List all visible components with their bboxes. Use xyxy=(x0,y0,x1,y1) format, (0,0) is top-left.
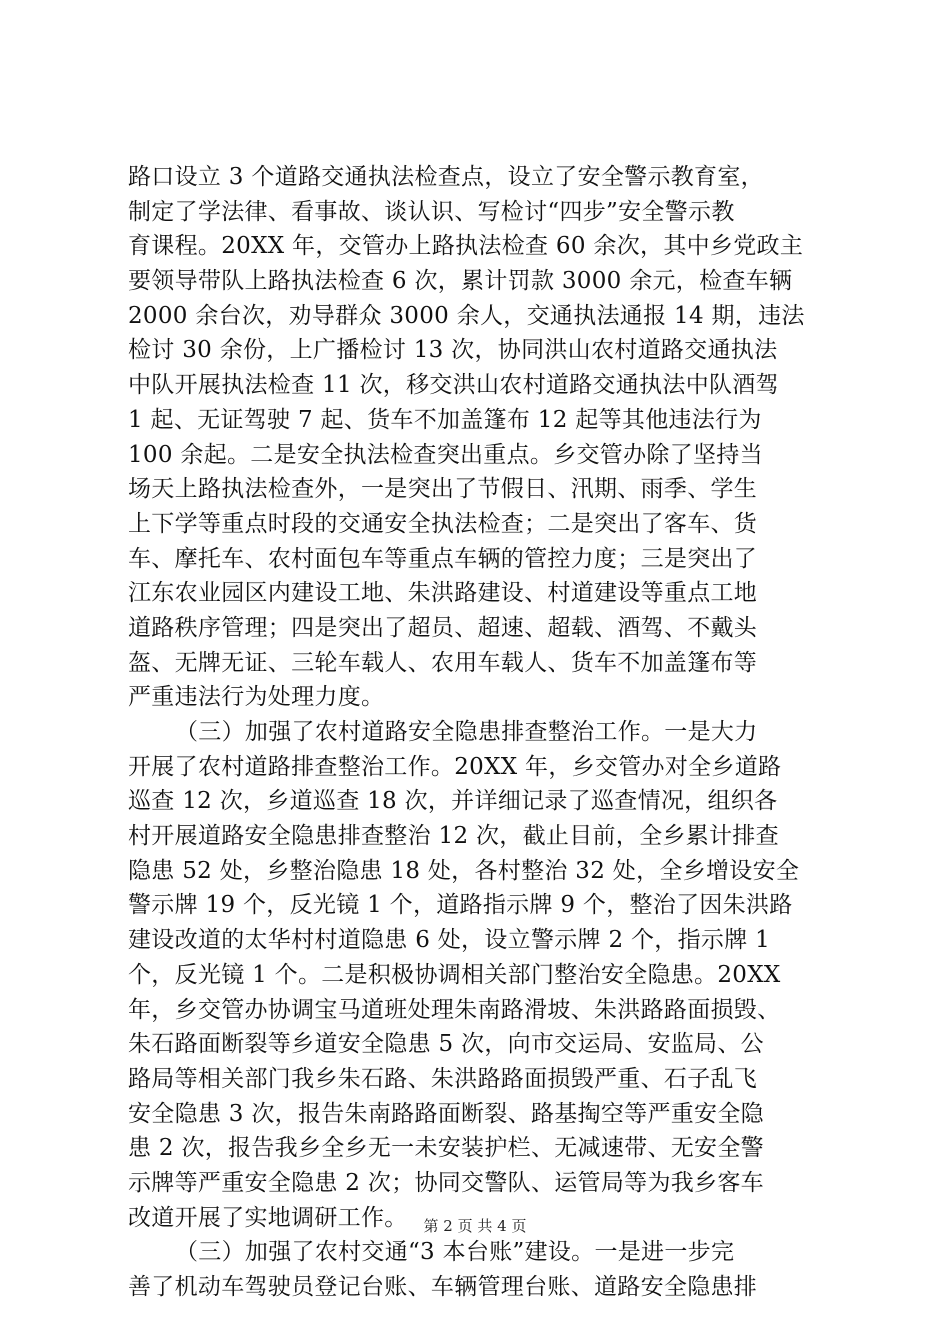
text-line: 巡查 12 次，乡道巡查 18 次，并详细记录了巡查情况，组织各 xyxy=(128,788,778,815)
text-line: 100 余起。二是安全执法检查突出重点。乡交管办除了坚持当 xyxy=(128,441,763,468)
text-line: 患 2 次，报告我乡全乡无一未安装护栏、无减速带、无安全警 xyxy=(128,1135,764,1162)
text-line: 盔、无牌无证、三轮车载人、农用车载人、货车不加盖篷布等 xyxy=(128,649,758,676)
text-line: 安全隐患 3 次，报告朱南路路面断裂、路基掏空等严重安全隐 xyxy=(128,1100,764,1127)
body-text xyxy=(128,160,848,1305)
text-line: 中队开展执法检查 11 次，移交洪山农村道路交通执法中队酒驾 xyxy=(128,372,779,399)
text-line: 改道开展了实地调研工作。 xyxy=(128,1204,408,1231)
text-line: 1 起、无证驾驶 7 起、货车不加盖篷布 12 起等其他违法行为 xyxy=(128,406,762,433)
section-heading-line: （三）加强了农村道路安全隐患排查整治工作。一是大力 xyxy=(175,719,758,745)
text-line: 检讨 30 余份，上广播检讨 13 次，协同洪山农村道路交通执法 xyxy=(128,337,778,364)
text-line: 制定了学法律、看事故、谈认识、写检讨“四步”安全警示教 xyxy=(128,198,735,225)
text-line: 育课程。20XX 年，交管办上路执法检查 60 余次，其中乡党政主 xyxy=(128,233,804,260)
text-line: 江东农业园区内建设工地、朱洪路建设、村道建设等重点工地 xyxy=(128,580,758,607)
text-line: 隐患 52 处，乡整治隐患 18 处，各村整治 32 处，全乡增设安全 xyxy=(128,857,800,884)
text-line: 示牌等严重安全隐患 2 次；协同交警队、运管局等为我乡客车 xyxy=(128,1169,764,1196)
text-line: 个，反光镜 1 个。二是积极协调相关部门整治安全隐患。20XX xyxy=(128,961,781,988)
text-line: 警示牌 19 个，反光镜 1 个，道路指示牌 9 个，整治了因朱洪路 xyxy=(128,892,793,919)
text-line: 道路秩序管理；四是突出了超员、超速、超载、酒驾、不戴头 xyxy=(128,614,758,641)
text-line: 要领导带队上路执法检查 6 次，累计罚款 3000 余元，检查车辆 xyxy=(128,268,793,295)
text-line: 2000 余台次，劝导群众 3000 余人，交通执法通报 14 期，违法 xyxy=(128,302,805,329)
text-line: 上下学等重点时段的交通安全执法检查；二是突出了客车、货 xyxy=(128,510,758,537)
text-line: 年，乡交管办协调宝马道班处理朱南路滑坡、朱洪路路面损毁、 xyxy=(128,996,781,1023)
text-line: 路局等相关部门我乡朱石路、朱洪路路面损毁严重、石子乱飞 xyxy=(128,1065,758,1092)
text-line: 路口设立 3 个道路交通执法检查点，设立了安全警示教育室， xyxy=(128,164,764,190)
page-number-footer: 第 2 页 共 4 页 xyxy=(423,1217,527,1235)
text-line: 严重违法行为处理力度。 xyxy=(128,684,385,711)
text-line: 建设改道的太华村村道隐患 6 处，设立警示牌 2 个，指示牌 1 xyxy=(128,927,771,954)
text-line: 车、摩托车、农村面包车等重点车辆的管控力度；三是突出了 xyxy=(128,545,758,572)
text-line: 善了机动车驾驶员登记台账、车辆管理台账、道路安全隐患排 xyxy=(128,1274,758,1300)
text-line: 开展了农村道路排查整治工作。20XX 年，乡交管办对全乡道路 xyxy=(128,753,782,780)
text-line: 场天上路执法检查外，一是突出了节假日、汛期、雨季、学生 xyxy=(128,476,758,503)
text-line: 村开展道路安全隐患排查整治 12 次，截止目前，全乡累计排查 xyxy=(128,823,779,850)
section-heading-line: （三）加强了农村交通“3 本台账”建设。一是进一步完 xyxy=(175,1239,735,1266)
text-line: 朱石路面断裂等乡道安全隐患 5 次，向市交运局、安监局、公 xyxy=(128,1031,764,1058)
